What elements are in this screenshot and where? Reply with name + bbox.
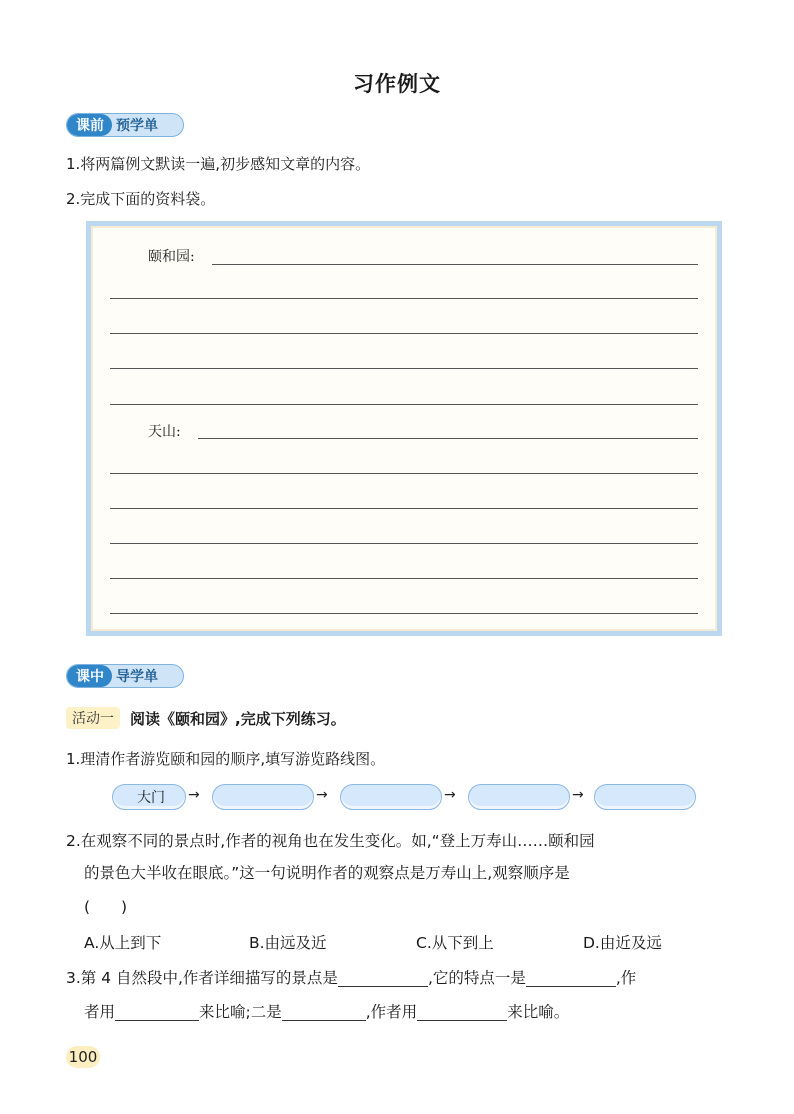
writing-line[interactable] bbox=[212, 264, 698, 265]
writing-line[interactable] bbox=[110, 613, 698, 614]
arrow-icon: → bbox=[188, 787, 200, 803]
answer-blank[interactable] bbox=[526, 968, 616, 987]
option-a[interactable]: A.从上到下 bbox=[84, 934, 162, 952]
route-box-blank[interactable] bbox=[594, 784, 696, 810]
question-1: 1.理清作者游览颐和园的顺序,填写游览路线图。 bbox=[66, 750, 386, 768]
writing-line[interactable] bbox=[110, 578, 698, 579]
option-b[interactable]: B.由远及近 bbox=[249, 934, 327, 952]
pre-item-1: 1.将两篇例文默读一遍,初步感知文章的内容。 bbox=[66, 155, 371, 173]
pre-item-2: 2.完成下面的资料袋。 bbox=[66, 190, 216, 208]
writing-line[interactable] bbox=[110, 298, 698, 299]
option-d[interactable]: D.由近及远 bbox=[583, 934, 662, 952]
writing-line[interactable] bbox=[110, 473, 698, 474]
in-class-badge bbox=[66, 664, 184, 688]
writing-line[interactable] bbox=[110, 404, 698, 405]
q3-text: 3.第 4 自然段中,作者详细描写的景点是 bbox=[66, 969, 338, 987]
badge-left-label: 课中 bbox=[67, 665, 112, 687]
answer-blank[interactable] bbox=[338, 968, 428, 987]
option-c[interactable]: C.从下到上 bbox=[416, 934, 494, 952]
q3-text: ,作者用 bbox=[365, 1003, 418, 1021]
page-title: 习作例文 bbox=[353, 72, 441, 96]
route-box-blank[interactable] bbox=[468, 784, 570, 810]
q3-text: 来比喻;二是 bbox=[199, 1003, 282, 1021]
summer-palace-label: 颐和园: bbox=[148, 249, 195, 265]
badge-right-label: 导学单 bbox=[116, 669, 158, 685]
badge-left-label: 课前 bbox=[67, 114, 112, 136]
arrow-icon: → bbox=[444, 787, 456, 803]
writing-line[interactable] bbox=[110, 508, 698, 509]
route-label: 大门 bbox=[137, 790, 165, 806]
route-box-blank[interactable] bbox=[340, 784, 442, 810]
q3-text: 者用 bbox=[84, 1003, 116, 1021]
writing-line[interactable] bbox=[110, 368, 698, 369]
question-3-line-2 bbox=[84, 997, 569, 1027]
activity-tag: 活动一 bbox=[66, 707, 120, 729]
answer-parentheses[interactable]: ( ) bbox=[84, 898, 128, 916]
info-box bbox=[86, 221, 722, 636]
page-number: 100 bbox=[66, 1046, 100, 1068]
pre-class-badge bbox=[66, 113, 184, 137]
question-3-line-1 bbox=[66, 963, 636, 993]
q3-text: ,作 bbox=[615, 969, 637, 987]
q3-text: 来比喻。 bbox=[507, 1003, 570, 1021]
q3-text: ,它的特点一是 bbox=[427, 969, 526, 987]
answer-blank[interactable] bbox=[282, 1002, 366, 1021]
writing-line[interactable] bbox=[198, 438, 698, 439]
question-2-line-2: 的景色大半收在眼底。”这一句说明作者的观察点是万寿山上,观察顺序是 bbox=[84, 864, 570, 882]
arrow-icon: → bbox=[316, 787, 328, 803]
badge-right-label: 预学单 bbox=[116, 118, 158, 134]
route-box-gate bbox=[112, 784, 186, 810]
tianshan-label: 天山: bbox=[148, 424, 181, 440]
activity-text: 阅读《颐和园》,完成下列练习。 bbox=[130, 709, 346, 728]
arrow-icon: → bbox=[572, 787, 584, 803]
writing-line[interactable] bbox=[110, 333, 698, 334]
activity-heading bbox=[66, 706, 346, 730]
writing-line[interactable] bbox=[110, 543, 698, 544]
answer-blank[interactable] bbox=[115, 1002, 199, 1021]
route-box-blank[interactable] bbox=[212, 784, 314, 810]
question-2-line-1: 2.在观察不同的景点时,作者的视角也在发生变化。如,“登上万寿山……颐和园 bbox=[66, 832, 595, 850]
answer-blank[interactable] bbox=[417, 1002, 507, 1021]
